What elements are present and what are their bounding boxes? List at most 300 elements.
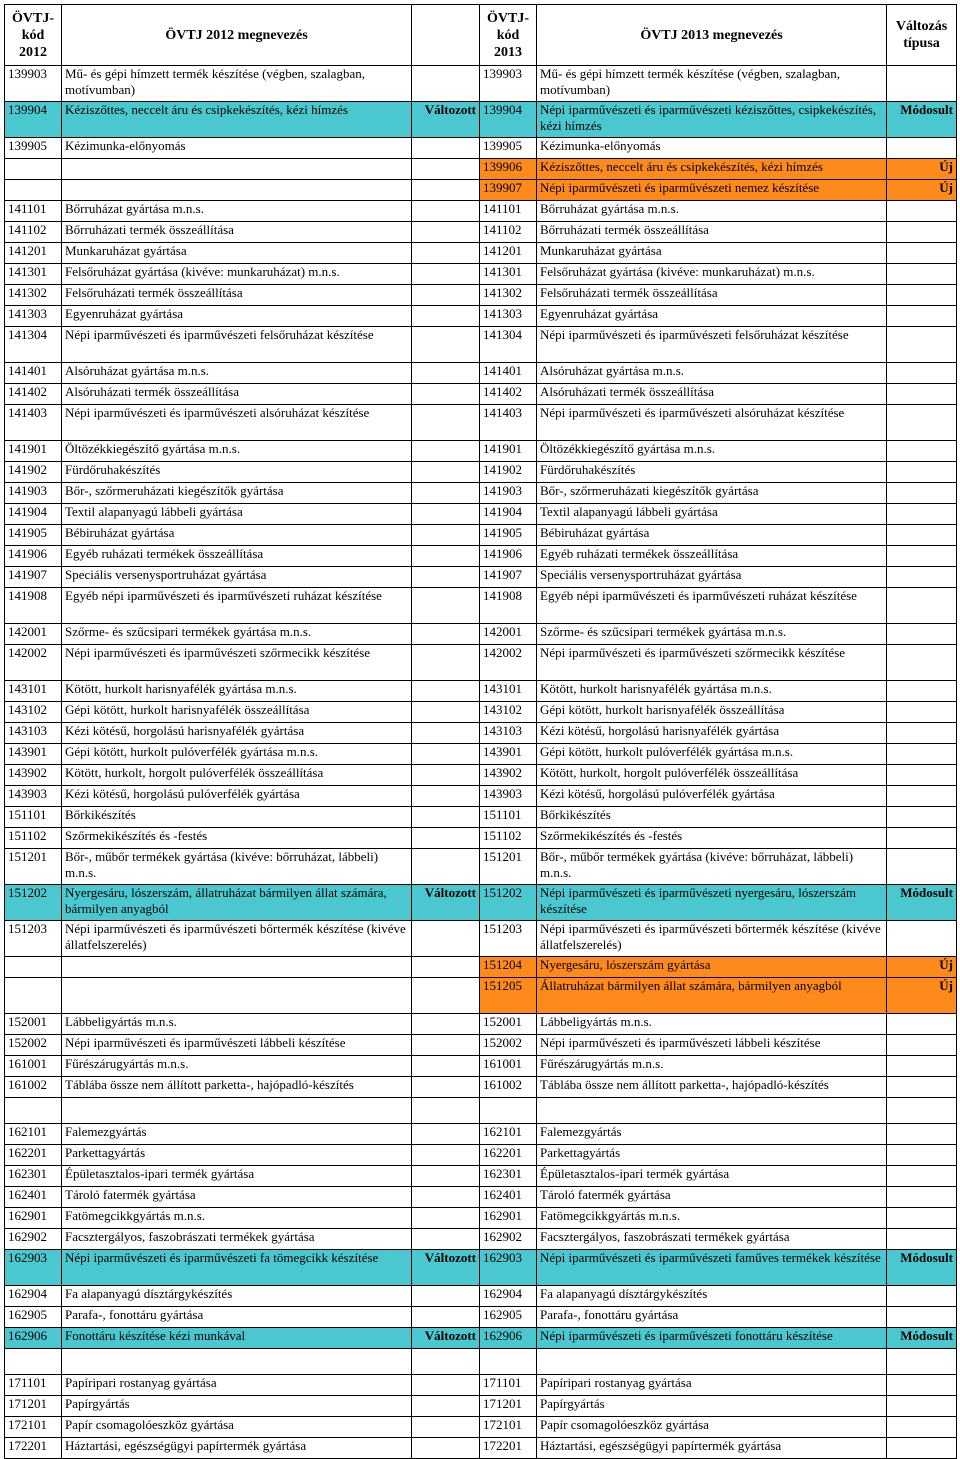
- name-2013-cell: Öltözékkiegészítő gyártása m.n.s.: [537, 441, 887, 462]
- name-2013-cell: Papír csomagolóeszköz gyártása: [537, 1417, 887, 1438]
- code-2013-cell: 162401: [480, 1187, 537, 1208]
- code-2013-cell: 139903: [480, 66, 537, 102]
- empty-cell: [412, 1098, 480, 1124]
- change-2012-cell: [412, 546, 480, 567]
- name-2012-cell: Kötött, hurkolt, horgolt pulóverfélék összeállítása: [62, 765, 412, 786]
- change-type-cell: [887, 1438, 957, 1459]
- code-2012-cell: 141302: [5, 285, 62, 306]
- change-type-cell: [887, 723, 957, 744]
- code-2012-cell: 141902: [5, 462, 62, 483]
- code-2013-cell: 139905: [480, 138, 537, 159]
- name-2013-cell: Épületasztalos-ipari termék gyártása: [537, 1166, 887, 1187]
- code-2013-cell: 141402: [480, 384, 537, 405]
- code-2013-cell: 141902: [480, 462, 537, 483]
- code-2013-cell: 151102: [480, 828, 537, 849]
- change-type-cell: [887, 1124, 957, 1145]
- name-2012-cell: Egyéb ruházati termékek összeállítása: [62, 546, 412, 567]
- change-2012-cell: [412, 243, 480, 264]
- empty-cell: [537, 1349, 887, 1375]
- name-2012-cell: Bőr-, szőrmeruházati kiegészítők gyártása: [62, 483, 412, 504]
- code-2012-cell: 141903: [5, 483, 62, 504]
- name-2013-cell: Népi iparművészeti és iparművészeti fonottáru készítése: [537, 1328, 887, 1349]
- name-2012-cell: Nyergesáru, lószerszám, állatruházat bármilyen állat számára, bármilyen anyagból: [62, 885, 412, 921]
- code-2013-cell: 143903: [480, 786, 537, 807]
- code-2013-cell: 162906: [480, 1328, 537, 1349]
- name-2013-cell: Bőrruházati termék összeállítása: [537, 222, 887, 243]
- change-type-cell: [887, 681, 957, 702]
- code-2013-cell: 162901: [480, 1208, 537, 1229]
- name-2013-cell: Bőrruházat gyártása m.n.s.: [537, 201, 887, 222]
- table-row: [5, 1307, 957, 1328]
- code-2013-cell: 143902: [480, 765, 537, 786]
- change-2012-cell: [412, 957, 480, 978]
- name-2013-cell: Parafa-, fonottáru gyártása: [537, 1307, 887, 1328]
- code-2012-cell: [5, 957, 62, 978]
- name-2013-cell: Bőrkikészítés: [537, 807, 887, 828]
- name-2012-cell: Egyenruházat gyártása: [62, 306, 412, 327]
- empty-cell: [62, 1098, 412, 1124]
- table-body: [5, 66, 957, 1459]
- code-2012-cell: 141201: [5, 243, 62, 264]
- code-2012-cell: 171101: [5, 1375, 62, 1396]
- table-header: [5, 5, 957, 66]
- change-2012-cell: [412, 921, 480, 957]
- name-2012-cell: [62, 180, 412, 201]
- name-2013-cell: Szőrmekikészítés és -festés: [537, 828, 887, 849]
- name-2013-cell: Fűrészárugyártás m.n.s.: [537, 1056, 887, 1077]
- name-2012-cell: Gépi kötött, hurkolt pulóverfélék gyártása m.n.s.: [62, 744, 412, 765]
- name-2013-cell: Fürdőruhakészítés: [537, 462, 887, 483]
- name-2012-cell: Felsőruházati termék összeállítása: [62, 285, 412, 306]
- change-type-cell: Módosult: [887, 885, 957, 921]
- name-2013-cell: Gépi kötött, hurkolt harisnyafélék összeállítása: [537, 702, 887, 723]
- table-row: [5, 102, 957, 138]
- name-2013-cell: Nyergesáru, lószerszám gyártása: [537, 957, 887, 978]
- spacer-row: [5, 1098, 957, 1124]
- code-2013-cell: 172201: [480, 1438, 537, 1459]
- name-2012-cell: Parkettagyártás: [62, 1145, 412, 1166]
- change-2012-cell: [412, 828, 480, 849]
- change-type-cell: [887, 744, 957, 765]
- name-2012-cell: Speciális versenysportruházat gyártása: [62, 567, 412, 588]
- change-type-cell: [887, 828, 957, 849]
- code-2013-cell: 141901: [480, 441, 537, 462]
- name-2013-cell: Egyéb népi iparművészeti és iparművészeti ruházat készítése: [537, 588, 887, 624]
- table-row: [5, 588, 957, 624]
- code-2013-cell: 151201: [480, 849, 537, 885]
- code-2012-cell: 143103: [5, 723, 62, 744]
- name-2012-cell: Facsztergályos, faszobrászati termékek gyártása: [62, 1229, 412, 1250]
- code-2013-cell: 152001: [480, 1014, 537, 1035]
- name-2013-cell: Kötött, hurkolt, horgolt pulóverfélék összeállítása: [537, 765, 887, 786]
- name-2012-cell: Kézimunka-előnyomás: [62, 138, 412, 159]
- table-row: [5, 306, 957, 327]
- code-2012-cell: 141908: [5, 588, 62, 624]
- empty-cell: [5, 1098, 62, 1124]
- name-2012-cell: Népi iparművészeti és iparművészeti felsőruházat készítése: [62, 327, 412, 363]
- header-name-2012: ÖVTJ 2012 megnevezés: [62, 5, 412, 66]
- change-2012-cell: [412, 159, 480, 180]
- change-type-cell: [887, 1035, 957, 1056]
- code-2012-cell: 162906: [5, 1328, 62, 1349]
- name-2012-cell: Népi iparművészeti és iparművészeti alsóruházat készítése: [62, 405, 412, 441]
- change-2012-cell: Változott: [412, 102, 480, 138]
- change-2012-cell: [412, 66, 480, 102]
- change-2012-cell: [412, 1438, 480, 1459]
- change-2012-cell: [412, 306, 480, 327]
- change-2012-cell: [412, 405, 480, 441]
- table-row: [5, 624, 957, 645]
- code-2013-cell: 141303: [480, 306, 537, 327]
- name-2013-cell: Népi iparművészeti és iparművészeti felsőruházat készítése: [537, 327, 887, 363]
- change-2012-cell: Változott: [412, 885, 480, 921]
- empty-cell: [887, 1349, 957, 1375]
- code-2013-cell: 141905: [480, 525, 537, 546]
- change-type-cell: [887, 645, 957, 681]
- change-2012-cell: [412, 1417, 480, 1438]
- name-2013-cell: Gépi kötött, hurkolt pulóverfélék gyártása m.n.s.: [537, 744, 887, 765]
- change-type-cell: Új: [887, 957, 957, 978]
- name-2012-cell: Gépi kötött, hurkolt harisnyafélék összeállítása: [62, 702, 412, 723]
- change-2012-cell: [412, 1077, 480, 1098]
- change-type-cell: [887, 462, 957, 483]
- name-2013-cell: Népi iparművészeti és iparművészeti nyergesáru, lószerszám készítése: [537, 885, 887, 921]
- name-2012-cell: Alsóruházati termék összeállítása: [62, 384, 412, 405]
- change-type-cell: [887, 1077, 957, 1098]
- change-type-cell: [887, 201, 957, 222]
- change-type-cell: [887, 483, 957, 504]
- table-row: [5, 567, 957, 588]
- table-row: [5, 849, 957, 885]
- code-2013-cell: 141102: [480, 222, 537, 243]
- name-2012-cell: Mű- és gépi hímzett termék készítése (végben, szalagban, motívumban): [62, 66, 412, 102]
- code-2013-cell: 143103: [480, 723, 537, 744]
- name-2012-cell: Bőrruházati termék összeállítása: [62, 222, 412, 243]
- name-2012-cell: Kötött, hurkolt harisnyafélék gyártása m.n.s.: [62, 681, 412, 702]
- name-2013-cell: Szőrme- és szűcsipari termékek gyártása m.n.s.: [537, 624, 887, 645]
- name-2013-cell: Tároló fatermék gyártása: [537, 1187, 887, 1208]
- code-2013-cell: 141906: [480, 546, 537, 567]
- table-row: [5, 1250, 957, 1286]
- change-type-cell: Új: [887, 978, 957, 1014]
- change-type-cell: [887, 1229, 957, 1250]
- code-2012-cell: 172101: [5, 1417, 62, 1438]
- change-type-cell: [887, 1187, 957, 1208]
- change-2012-cell: [412, 504, 480, 525]
- name-2013-cell: Táblába össze nem állított parketta-, hajópadló-készítés: [537, 1077, 887, 1098]
- change-type-cell: [887, 525, 957, 546]
- name-2012-cell: Fatömegcikkgyártás m.n.s.: [62, 1208, 412, 1229]
- table-row: [5, 222, 957, 243]
- code-2012-cell: 141402: [5, 384, 62, 405]
- table-row: [5, 744, 957, 765]
- name-2012-cell: Papíripari rostanyag gyártása: [62, 1375, 412, 1396]
- name-2012-cell: Fa alapanyagú dísztárgykészítés: [62, 1286, 412, 1307]
- change-type-cell: [887, 1396, 957, 1417]
- code-2012-cell: 141905: [5, 525, 62, 546]
- name-2012-cell: [62, 978, 412, 1014]
- name-2012-cell: Alsóruházat gyártása m.n.s.: [62, 363, 412, 384]
- change-type-cell: Módosult: [887, 102, 957, 138]
- table-row: [5, 180, 957, 201]
- name-2013-cell: Egyenruházat gyártása: [537, 306, 887, 327]
- name-2013-cell: Parkettagyártás: [537, 1145, 887, 1166]
- code-2013-cell: 152002: [480, 1035, 537, 1056]
- code-2012-cell: 141401: [5, 363, 62, 384]
- change-type-cell: [887, 138, 957, 159]
- change-2012-cell: Változott: [412, 1328, 480, 1349]
- change-2012-cell: [412, 1286, 480, 1307]
- table-row: [5, 138, 957, 159]
- table-row: [5, 1229, 957, 1250]
- code-2012-cell: 139905: [5, 138, 62, 159]
- header-code-2013: ÖVTJ-kód 2013: [480, 5, 537, 66]
- change-2012-cell: [412, 702, 480, 723]
- code-2012-cell: [5, 978, 62, 1014]
- name-2013-cell: Mű- és gépi hímzett termék készítése (végben, szalagban, motívumban): [537, 66, 887, 102]
- name-2012-cell: Szőrme- és szűcsipari termékek gyártása m.n.s.: [62, 624, 412, 645]
- code-2013-cell: 141401: [480, 363, 537, 384]
- name-2013-cell: Textil alapanyagú lábbeli gyártása: [537, 504, 887, 525]
- name-2013-cell: Népi iparművészeti és iparművészeti lábbeli készítése: [537, 1035, 887, 1056]
- change-2012-cell: [412, 180, 480, 201]
- table-row: [5, 702, 957, 723]
- name-2013-cell: Kéziszőttes, neccelt áru és csipkekészítés, kézi hímzés: [537, 159, 887, 180]
- name-2012-cell: Kézi kötésű, horgolású pulóverfélék gyártása: [62, 786, 412, 807]
- change-type-cell: [887, 222, 957, 243]
- name-2013-cell: Felsőruházati termék összeállítása: [537, 285, 887, 306]
- name-2012-cell: Bőrruházat gyártása m.n.s.: [62, 201, 412, 222]
- table-row: [5, 1035, 957, 1056]
- code-2013-cell: 141904: [480, 504, 537, 525]
- code-2013-cell: 151101: [480, 807, 537, 828]
- code-2013-cell: 171201: [480, 1396, 537, 1417]
- table-row: [5, 285, 957, 306]
- header-change-2012: [412, 5, 480, 66]
- table-row: [5, 1077, 957, 1098]
- change-type-cell: [887, 1166, 957, 1187]
- change-type-cell: [887, 327, 957, 363]
- change-type-cell: [887, 567, 957, 588]
- table-row: [5, 921, 957, 957]
- code-2012-cell: 151202: [5, 885, 62, 921]
- code-2013-cell: 172101: [480, 1417, 537, 1438]
- change-type-cell: [887, 1014, 957, 1035]
- name-2012-cell: Népi iparművészeti és iparművészeti szőrmecikk készítése: [62, 645, 412, 681]
- code-2012-cell: 172201: [5, 1438, 62, 1459]
- change-type-cell: [887, 624, 957, 645]
- code-2012-cell: 141304: [5, 327, 62, 363]
- table-row: [5, 264, 957, 285]
- table-row: [5, 957, 957, 978]
- code-2012-cell: 152002: [5, 1035, 62, 1056]
- header-code-2012: ÖVTJ-kód 2012: [5, 5, 62, 66]
- table-row: [5, 66, 957, 102]
- change-2012-cell: [412, 1124, 480, 1145]
- name-2013-cell: Facsztergályos, faszobrászati termékek gyártása: [537, 1229, 887, 1250]
- empty-cell: [480, 1349, 537, 1375]
- change-type-cell: [887, 786, 957, 807]
- name-2012-cell: Népi iparművészeti és iparművészeti lábbeli készítése: [62, 1035, 412, 1056]
- code-2012-cell: 142002: [5, 645, 62, 681]
- change-2012-cell: [412, 462, 480, 483]
- name-2013-cell: Állatruházat bármilyen állat számára, bármilyen anyagból: [537, 978, 887, 1014]
- empty-cell: [537, 1098, 887, 1124]
- change-2012-cell: [412, 483, 480, 504]
- change-type-cell: [887, 441, 957, 462]
- code-2013-cell: 143101: [480, 681, 537, 702]
- name-2012-cell: Fonottáru készítése kézi munkával: [62, 1328, 412, 1349]
- name-2013-cell: Kézi kötésű, horgolású harisnyafélék gyártása: [537, 723, 887, 744]
- name-2013-cell: Népi iparművészeti és iparművészeti nemez készítése: [537, 180, 887, 201]
- change-2012-cell: [412, 1229, 480, 1250]
- code-2012-cell: 162401: [5, 1187, 62, 1208]
- table-row: [5, 504, 957, 525]
- change-2012-cell: [412, 588, 480, 624]
- change-2012-cell: [412, 978, 480, 1014]
- table-row: [5, 384, 957, 405]
- change-2012-cell: [412, 681, 480, 702]
- change-2012-cell: [412, 744, 480, 765]
- code-mapping-table: [4, 4, 957, 1459]
- name-2013-cell: Alsóruházat gyártása m.n.s.: [537, 363, 887, 384]
- code-2012-cell: 151102: [5, 828, 62, 849]
- name-2013-cell: Kötött, hurkolt harisnyafélék gyártása m.n.s.: [537, 681, 887, 702]
- name-2013-cell: Kézi kötésű, horgolású pulóverfélék gyártása: [537, 786, 887, 807]
- code-2012-cell: 139904: [5, 102, 62, 138]
- name-2013-cell: Alsóruházati termék összeállítása: [537, 384, 887, 405]
- change-type-cell: Módosult: [887, 1250, 957, 1286]
- change-type-cell: [887, 702, 957, 723]
- name-2012-cell: Lábbeligyártás m.n.s.: [62, 1014, 412, 1035]
- code-2013-cell: 151204: [480, 957, 537, 978]
- code-2013-cell: 141302: [480, 285, 537, 306]
- name-2013-cell: Népi iparművészeti és iparművészeti szőrmecikk készítése: [537, 645, 887, 681]
- change-2012-cell: [412, 285, 480, 306]
- code-2013-cell: 162905: [480, 1307, 537, 1328]
- code-2012-cell: 143102: [5, 702, 62, 723]
- name-2013-cell: Háztartási, egészségügyi papírtermék gyártása: [537, 1438, 887, 1459]
- name-2013-cell: Népi iparművészeti és iparművészeti faműves termékek készítése: [537, 1250, 887, 1286]
- change-2012-cell: [412, 567, 480, 588]
- change-2012-cell: [412, 1208, 480, 1229]
- code-2012-cell: 151203: [5, 921, 62, 957]
- name-2013-cell: Kézimunka-előnyomás: [537, 138, 887, 159]
- name-2012-cell: Bőr-, műbőr termékek gyártása (kivéve: bőrruházat, lábbeli) m.n.s.: [62, 849, 412, 885]
- change-2012-cell: [412, 1396, 480, 1417]
- code-2012-cell: 141301: [5, 264, 62, 285]
- code-2013-cell: 141403: [480, 405, 537, 441]
- code-2012-cell: 143902: [5, 765, 62, 786]
- name-2012-cell: Népi iparművészeti és iparművészeti bőrtermék készítése (kivéve állatfelszerelés): [62, 921, 412, 957]
- change-2012-cell: [412, 1307, 480, 1328]
- name-2012-cell: Fűrészárugyártás m.n.s.: [62, 1056, 412, 1077]
- code-2013-cell: 141907: [480, 567, 537, 588]
- name-2013-cell: Lábbeligyártás m.n.s.: [537, 1014, 887, 1035]
- name-2012-cell: Falemezgyártás: [62, 1124, 412, 1145]
- name-2013-cell: Speciális versenysportruházat gyártása: [537, 567, 887, 588]
- code-2012-cell: 143901: [5, 744, 62, 765]
- change-type-cell: [887, 285, 957, 306]
- table-row: [5, 1145, 957, 1166]
- change-2012-cell: [412, 1014, 480, 1035]
- name-2012-cell: Háztartási, egészségügyi papírtermék gyártása: [62, 1438, 412, 1459]
- empty-cell: [480, 1098, 537, 1124]
- change-2012-cell: [412, 1166, 480, 1187]
- code-2013-cell: 141903: [480, 483, 537, 504]
- change-2012-cell: [412, 849, 480, 885]
- name-2012-cell: Felsőruházat gyártása (kivéve: munkaruházat) m.n.s.: [62, 264, 412, 285]
- change-type-cell: Módosult: [887, 1328, 957, 1349]
- change-2012-cell: Változott: [412, 1250, 480, 1286]
- code-2013-cell: 141908: [480, 588, 537, 624]
- change-type-cell: [887, 588, 957, 624]
- code-2012-cell: [5, 180, 62, 201]
- change-2012-cell: [412, 1056, 480, 1077]
- code-2012-cell: 161001: [5, 1056, 62, 1077]
- code-2012-cell: 162901: [5, 1208, 62, 1229]
- table-row: [5, 786, 957, 807]
- code-2013-cell: 139906: [480, 159, 537, 180]
- change-2012-cell: [412, 138, 480, 159]
- name-2013-cell: Fatömegcikkgyártás m.n.s.: [537, 1208, 887, 1229]
- change-type-cell: [887, 1307, 957, 1328]
- change-2012-cell: [412, 624, 480, 645]
- table-row: [5, 546, 957, 567]
- name-2013-cell: Népi iparművészeti és iparművészeti alsóruházat készítése: [537, 405, 887, 441]
- code-2013-cell: 142002: [480, 645, 537, 681]
- name-2013-cell: Népi iparművészeti és iparművészeti kéziszőttes, csipkekészítés, kézi hímzés: [537, 102, 887, 138]
- table-row: [5, 681, 957, 702]
- code-2012-cell: 141102: [5, 222, 62, 243]
- name-2012-cell: Épületasztalos-ipari termék gyártása: [62, 1166, 412, 1187]
- name-2012-cell: Fürdőruhakészítés: [62, 462, 412, 483]
- code-2013-cell: 151205: [480, 978, 537, 1014]
- code-2013-cell: 162301: [480, 1166, 537, 1187]
- name-2012-cell: [62, 159, 412, 180]
- empty-cell: [62, 1349, 412, 1375]
- code-2013-cell: 162201: [480, 1145, 537, 1166]
- change-2012-cell: [412, 363, 480, 384]
- code-2012-cell: 162101: [5, 1124, 62, 1145]
- code-2012-cell: 162301: [5, 1166, 62, 1187]
- code-2013-cell: 141201: [480, 243, 537, 264]
- table-row: [5, 885, 957, 921]
- name-2012-cell: Parafa-, fonottáru gyártása: [62, 1307, 412, 1328]
- table-row: [5, 807, 957, 828]
- code-2013-cell: 151202: [480, 885, 537, 921]
- name-2013-cell: Bébiruházat gyártása: [537, 525, 887, 546]
- name-2013-cell: Papírgyártás: [537, 1396, 887, 1417]
- change-type-cell: [887, 1056, 957, 1077]
- code-2012-cell: 143101: [5, 681, 62, 702]
- name-2013-cell: Egyéb ruházati termékek összeállítása: [537, 546, 887, 567]
- change-type-cell: [887, 243, 957, 264]
- code-2012-cell: 141904: [5, 504, 62, 525]
- name-2012-cell: Kéziszőttes, neccelt áru és csipkekészítés, kézi hímzés: [62, 102, 412, 138]
- name-2012-cell: Kézi kötésű, horgolású harisnyafélék gyártása: [62, 723, 412, 744]
- code-2012-cell: 162905: [5, 1307, 62, 1328]
- code-2012-cell: 162201: [5, 1145, 62, 1166]
- change-2012-cell: [412, 1145, 480, 1166]
- code-2013-cell: 162902: [480, 1229, 537, 1250]
- table-row: [5, 405, 957, 441]
- change-type-cell: Új: [887, 159, 957, 180]
- code-2013-cell: 141101: [480, 201, 537, 222]
- change-2012-cell: [412, 1375, 480, 1396]
- table-row: [5, 1014, 957, 1035]
- table-row: [5, 765, 957, 786]
